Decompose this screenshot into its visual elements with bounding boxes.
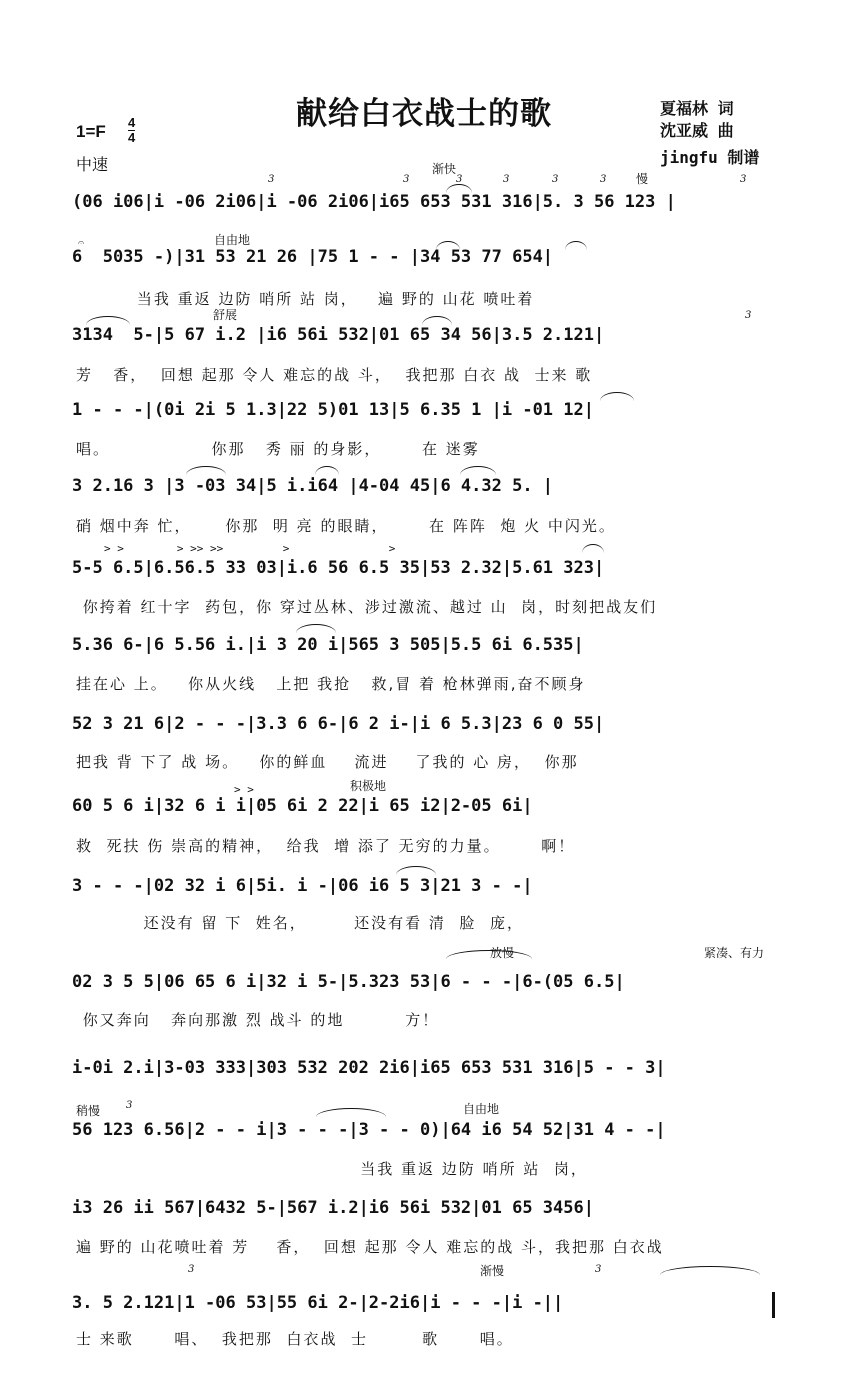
triplet-mark: 3 xyxy=(600,174,607,185)
triplet-mark: 3 xyxy=(268,174,275,185)
notation-system: 3 2.16 3 |3 -03 34|5 i.i64 |4-04 45|6 4.32 5. | xyxy=(72,476,554,496)
lyric-line: 硝 烟中奔 忙， 你那 明 亮 的眼睛， 在 阵阵 炮 火 中闪光。 xyxy=(76,517,616,535)
lyric-line: 当我 重返 边防 哨所 站 岗， 遍 野的 山花 喷吐着 xyxy=(76,290,535,308)
slur xyxy=(396,866,436,875)
lyricist-credit: 夏福林 词 xyxy=(660,99,734,118)
notation-system: 60 5 6 i|32 6 i i|05 6i 2 22|i 65 i2|2-05 6i| xyxy=(72,796,533,816)
notation-system: 3134 5-|5 67 i.2 |i6 56i 532|01 65 34 56|3.5 2.121| xyxy=(72,325,605,345)
meter-bottom: 4 xyxy=(128,130,136,145)
slur xyxy=(660,1266,760,1275)
slur xyxy=(86,316,130,325)
lyric-line: 芳 香， 回想 起那 令人 难忘的战 斗， 我把那 白衣 战 士来 歌 xyxy=(76,366,593,384)
slur xyxy=(186,466,226,475)
tempo-mark: 自由地 xyxy=(214,233,251,247)
notation-system: i-0i 2.i|3-03 333|303 532 202 2i6|i65 653 531 316|5 - - 3| xyxy=(72,1058,666,1078)
tempo-mark: 紧凑、有力 xyxy=(704,946,765,960)
lyric-line: 唱。 你那 秀 丽 的身影， 在 迷雾 xyxy=(76,440,480,458)
composer-credit: 沈亚威 曲 xyxy=(660,121,734,140)
triplet-mark: 3 xyxy=(745,310,752,321)
notation-system: 52 3 21 6|2 - - -|3.3 6 6-|6 2 i-|i 6 5.3|23 6 0 55| xyxy=(72,714,605,734)
notation-system: (06 i06|i -06 2i06|i -06 2i06|i65 653 531 316|5. 3 56 123 | xyxy=(72,192,676,212)
triplet-mark: 3 xyxy=(403,174,410,185)
slur xyxy=(422,316,452,325)
lyric-line: 救 死扶 伤 崇高的精神， 给我 增 添了 无穷的力量。 啊！ xyxy=(76,837,576,855)
tempo-mark: 渐慢 xyxy=(480,1264,505,1278)
notation-system: 3 - - -|02 32 i 6|5i. i -|06 i6 5 3|21 3 - -| xyxy=(72,876,533,896)
key-signature: 1=F xyxy=(76,122,106,141)
tempo-mark: 积极地 xyxy=(350,779,387,793)
notation-system: 5-5 6.5|6.56.5 33 03|i.6 56 6.5 35|53 2.32|5.61 323| xyxy=(72,558,605,578)
lyric-line: 遍 野的 山花喷吐着 芳 香， 回想 起那 令人 难忘的战 斗，我把那 白衣战 xyxy=(76,1238,664,1256)
time-signature xyxy=(128,116,135,145)
lyric-line: 你又奔向 奔向那激 烈 战斗 的地 方！ xyxy=(76,1011,440,1029)
lyric-line: 把我 背 下了 战 场。 你的鲜血 流进 了我的 心 房， 你那 xyxy=(76,753,579,771)
tempo-mark: 舒展 xyxy=(213,308,238,322)
page-title: 献给白衣战士的歌 xyxy=(296,96,552,132)
tempo-mark: 放慢 xyxy=(490,946,515,960)
triplet-mark: 3 xyxy=(552,174,559,185)
tempo-marking: 中速 xyxy=(76,155,109,174)
lyric-line: 挂在心 上。 你从火线 上把 我抢 救,冒 着 枪林弹雨,奋不顾身 xyxy=(76,675,586,693)
tempo-mark: 稍慢 xyxy=(76,1104,101,1118)
triplet-mark: 3 xyxy=(595,1264,602,1275)
slur xyxy=(446,950,532,959)
slur xyxy=(582,544,604,553)
lyric-line: 你挎着 红十字 药包，你 穿过丛林、涉过激流、越过 山 岗，时刻把战友们 xyxy=(76,598,658,616)
slur xyxy=(460,466,496,475)
lyric-line: 当我 重返 边防 哨所 站 岗， xyxy=(76,1160,588,1178)
triplet-mark: 3 xyxy=(188,1264,195,1275)
notation-system: 3. 5 2.121|1 -06 53|55 6i 2-|2-2i6|i - - -|i -|| xyxy=(72,1293,564,1313)
tempo-mark: 自由地 xyxy=(463,1102,500,1116)
lyric-line: 还没有 留 下 姓名， 还没有看 清 脸 庞， xyxy=(76,914,524,932)
final-barline xyxy=(772,1292,775,1318)
notation-system: i3 26 ii 567|6432 5-|567 i.2|i6 56i 532|01 65 3456| xyxy=(72,1198,594,1218)
slur xyxy=(315,466,339,475)
notation-system: 56 123 6.56|2 - - i|3 - - -|3 - - 0)|64 i6 54 52|31 4 - -| xyxy=(72,1120,666,1140)
fermata-mark: 𝄐 xyxy=(78,236,85,249)
triplet-mark: 3 xyxy=(503,174,510,185)
tempo-mark: 慢 xyxy=(636,172,649,186)
notation-system: 6 5035 -)|31 53 21 26 |75 1 - - |34 53 77 654| xyxy=(72,247,554,267)
triplet-mark: 3 xyxy=(740,174,747,185)
accent-marks: > > xyxy=(234,783,254,796)
notation-system: 5.36 6-|6 5.56 i.|i 3 20 i|565 3 505|5.5 6i 6.535| xyxy=(72,635,584,655)
lyric-line: 士 来歌 唱、 我把那 白衣战 士 歌 唱。 xyxy=(76,1330,514,1348)
slur xyxy=(316,1108,386,1117)
accent-marks: > > > >> >> > > xyxy=(104,542,396,555)
notation-system: 02 3 5 5|06 65 6 i|32 i 5-|5.323 53|6 - - -|6-(05 6.5| xyxy=(72,972,625,992)
slur xyxy=(296,624,336,633)
meter-top: 4 xyxy=(128,115,136,130)
tempo-mark: 渐快 xyxy=(432,162,457,176)
triplet-mark: 3 xyxy=(126,1100,133,1111)
arranger-credit: jingfu 制谱 xyxy=(660,148,760,167)
notation-system: 1 - - -|(0i 2i 5 1.3|22 5)01 13|5 6.35 1 |i -01 12| xyxy=(72,400,594,420)
triplet-mark: 3 xyxy=(456,174,463,185)
